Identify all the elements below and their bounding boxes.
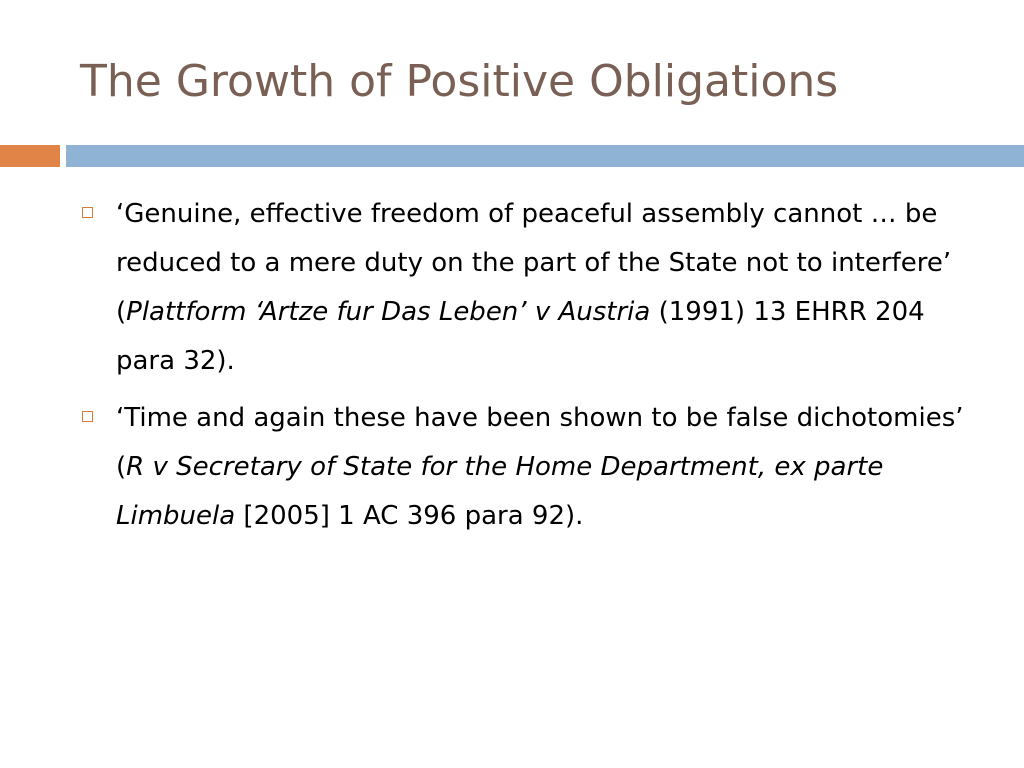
bullet-list bbox=[80, 190, 980, 549]
accent-bar-orange bbox=[0, 145, 60, 167]
square-bullet-icon bbox=[82, 411, 93, 422]
square-bullet-icon bbox=[82, 207, 93, 218]
bullet-citation: (1991) 13 EHRR 204 para 32). bbox=[116, 297, 925, 376]
bullet-item bbox=[80, 394, 980, 541]
bullet-item bbox=[80, 190, 980, 386]
bullet-quote: ‘Time and again these have been shown to be false dichotomies’ ( bbox=[116, 403, 964, 482]
bullet-quote: ‘Genuine, effective freedom of peaceful assembly cannot … be reduced to a mere duty on the part of the State not to interfere’ ( bbox=[116, 199, 952, 327]
slide-title: The Growth of Positive Obligations bbox=[80, 56, 839, 107]
bullet-case-name: R v Secretary of State for the Home Department, ex parte Limbuela bbox=[116, 452, 884, 531]
bullet-case-name: Plattform ‘Artze fur Das Leben’ v Austria bbox=[126, 297, 651, 327]
bullet-citation: [2005] 1 AC 396 para 92). bbox=[235, 501, 584, 531]
accent-bar-blue bbox=[66, 145, 1024, 167]
